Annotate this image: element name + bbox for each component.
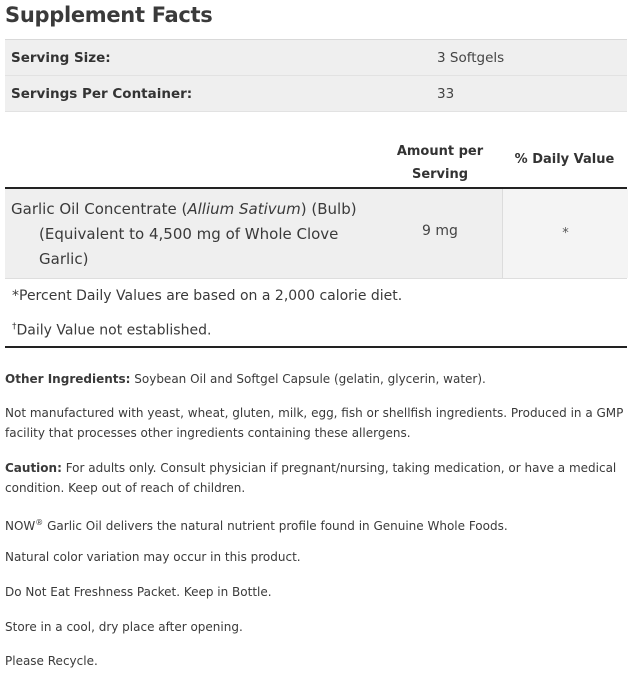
- serving-size-value: 3 Softgels: [437, 50, 505, 66]
- brand-name: NOW: [5, 519, 36, 533]
- dagger-mark: †: [12, 322, 17, 332]
- ingredient-daily-value: *: [502, 189, 628, 278]
- serving-info-table: [5, 39, 627, 112]
- ingredient-detail-line1: (Equivalent to 4,500 mg of Whole Clove: [39, 225, 339, 243]
- other-ingredients-text: Soybean Oil and Softgel Capsule (gelatin, glycerin, water).: [130, 372, 486, 386]
- ingredient-detail-line2: Garlic): [39, 250, 89, 268]
- other-ingredients-label: Other Ingredients:: [5, 372, 131, 386]
- page-title: Supplement Facts: [5, 3, 213, 27]
- other-ingredients: [5, 369, 625, 389]
- registered-mark: ®: [35, 518, 44, 527]
- ingredient-name: [11, 197, 391, 272]
- ingredient-latin-name: Allium Sativum: [187, 200, 301, 218]
- ingredient-amount: 9 mg: [422, 223, 458, 239]
- dagger-footnote-text: Daily Value not established.: [16, 322, 212, 339]
- recycle-note: Please Recycle.: [5, 654, 98, 668]
- brand-statement-text: Garlic Oil delivers the natural nutrient profile found in Genuine Whole Foods.: [43, 519, 508, 533]
- caution-statement: [5, 458, 625, 498]
- ingredient-row: [5, 189, 627, 279]
- serving-size-label: Serving Size:: [11, 50, 111, 66]
- table-bottom-rule: [5, 346, 627, 348]
- brand-statement: [5, 513, 625, 536]
- caution-text: For adults only. Consult physician if pregnant/nursing, taking medication, or have a medical condition. Keep out of reach of children.: [5, 461, 617, 495]
- amount-per-serving-header: [393, 140, 487, 186]
- servings-per-container-row: [5, 76, 627, 112]
- nutrient-table-header: [5, 132, 627, 189]
- nutrient-table: [5, 132, 627, 339]
- freshness-packet-note: Do Not Eat Freshness Packet. Keep in Bottle.: [5, 585, 272, 599]
- servings-per-container-value: 33: [437, 86, 455, 102]
- color-variation-note: Natural color variation may occur in this product.: [5, 550, 301, 564]
- amount-header-line2: Serving: [411, 167, 469, 182]
- percent-daily-value-footnote: *Percent Daily Values are based on a 2,000 calorie diet.: [12, 288, 403, 304]
- serving-size-row: [5, 40, 627, 76]
- servings-per-container-label: Servings Per Container:: [11, 86, 193, 102]
- ingredient-name-post: ) (Bulb): [300, 200, 357, 218]
- amount-header-line1: Amount per: [396, 144, 484, 159]
- caution-label: Caution:: [5, 461, 62, 475]
- storage-note: Store in a cool, dry place after opening.: [5, 620, 243, 634]
- ingredient-name-pre: Garlic Oil Concentrate (: [11, 200, 188, 218]
- dagger-footnote: [12, 322, 211, 339]
- daily-value-header: % Daily Value: [514, 152, 615, 167]
- allergen-statement: Not manufactured with yeast, wheat, gluten, milk, egg, fish or shellfish ingredients. Produced in a GMP facility that processes other ingredients containing these allergens.: [5, 406, 624, 440]
